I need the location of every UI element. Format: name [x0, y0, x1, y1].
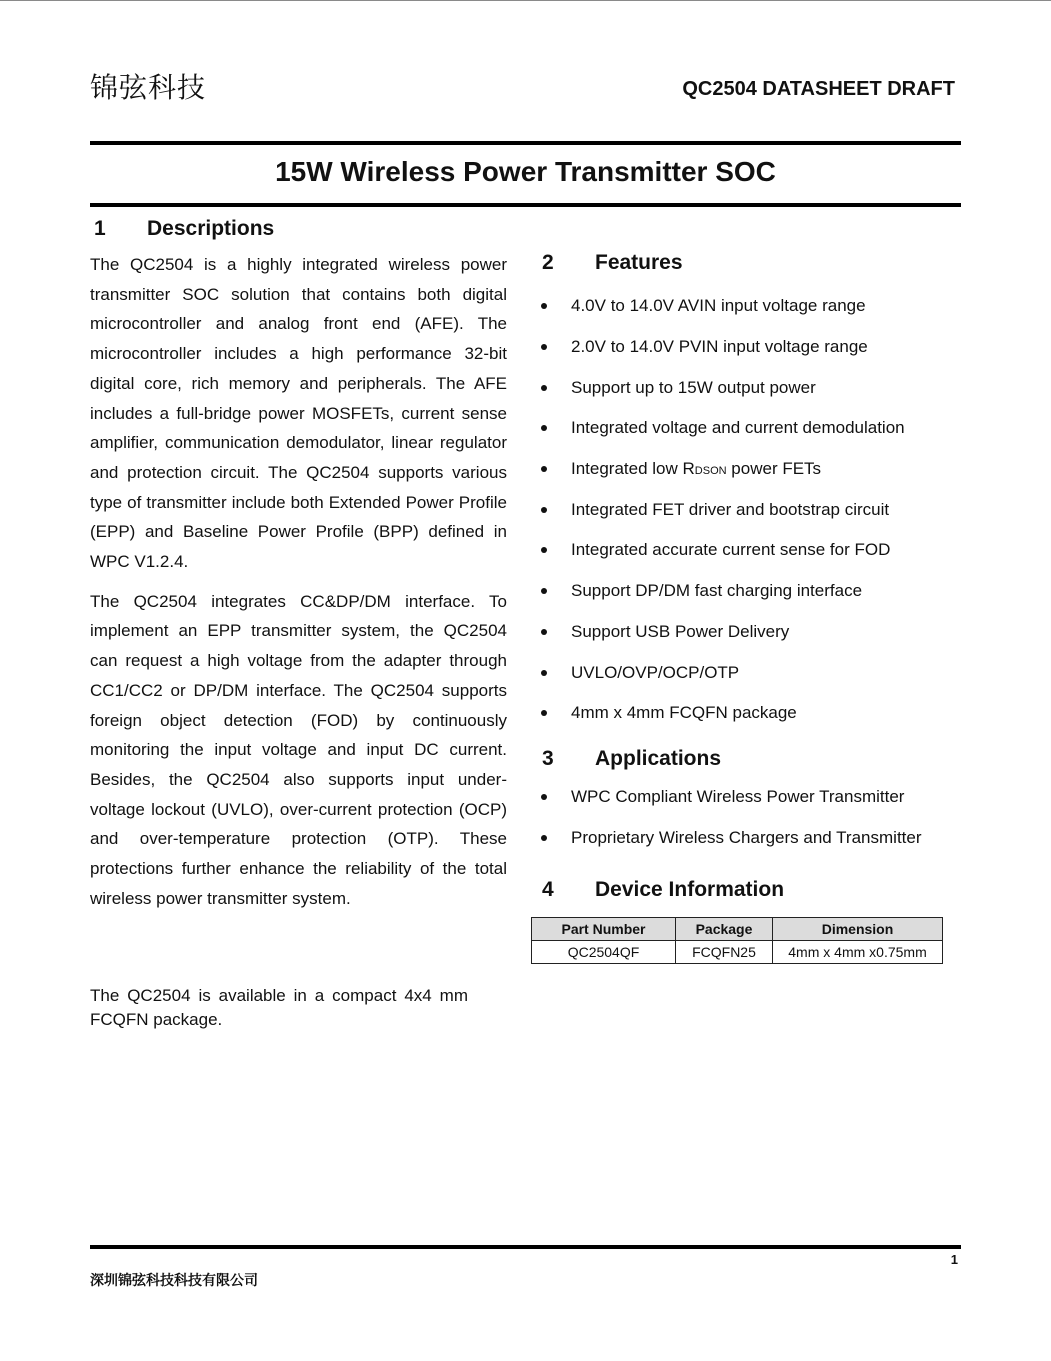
section-number: 1	[94, 217, 106, 240]
column-header: Part Number	[532, 918, 676, 941]
applications-list	[538, 777, 922, 858]
section-title: Device Information	[595, 878, 785, 901]
company-logo: 锦弦科技	[90, 71, 207, 104]
section-number: 4	[542, 878, 554, 901]
bullet-icon	[541, 794, 547, 800]
footer-rule	[90, 1245, 961, 1249]
description-paragraph-1: The QC2504 is a highly integrated wireless power transmitter SOC solution that contains both digital microcontroller and analog front end (AFE). The microcontroller includes a high performance 32-bit digital core, rich memory and peripherals. The AFE includes a full-bridge power MOSFETs, current sense amplifier, communication demodulator, linear regulator and protection circuit. The QC2504 supports various type of transmitter include both Extended Power Profile (EPP) and Baseline Power Profile (BPP) defined in WPC V1.2.4.	[90, 255, 507, 572]
list-item: Integrated accurate current sense for FOD	[538, 530, 905, 571]
bullet-icon	[541, 547, 547, 553]
bullet-icon	[541, 670, 547, 676]
section-number: 2	[542, 251, 554, 274]
bullet-icon	[541, 385, 547, 391]
device-info-table	[531, 917, 943, 964]
bullet-icon	[541, 588, 547, 594]
table-header-row	[532, 918, 943, 941]
list-item: 4mm x 4mm FCQFN package	[538, 693, 905, 734]
list-item: Proprietary Wireless Chargers and Transmitter	[538, 818, 922, 859]
bullet-icon	[541, 507, 547, 513]
table-row	[532, 941, 943, 964]
features-heading	[538, 251, 683, 275]
footer-company: 深圳锦弦科技科技有限公司	[90, 1273, 258, 1289]
title-rule	[90, 203, 961, 207]
section-title: Descriptions	[147, 217, 275, 240]
column-header: Package	[676, 918, 773, 941]
list-item: Integrated FET driver and bootstrap circuit	[538, 489, 905, 530]
page-title: 15W Wireless Power Transmitter SOC	[275, 156, 776, 187]
list-item	[538, 449, 905, 490]
applications-heading	[538, 747, 721, 771]
bullet-icon	[541, 344, 547, 350]
section-title: Applications	[595, 747, 722, 770]
page-number: 1	[950, 1252, 958, 1267]
table-cell: QC2504QF	[532, 941, 676, 964]
descriptions-heading	[90, 217, 274, 241]
rdson-subscript: DSON	[694, 465, 727, 478]
section-number: 3	[542, 747, 554, 770]
bullet-icon	[541, 425, 547, 431]
list-item: 2.0V to 14.0V PVIN input voltage range	[538, 327, 905, 368]
bullet-icon	[541, 629, 547, 635]
list-item: Support up to 15W output power	[538, 367, 905, 408]
page-top-edge	[0, 0, 1051, 1]
description-paragraph-3: The QC2504 is available in a compact 4x4 mm FCQFN package.	[90, 986, 468, 1029]
header-rule	[90, 141, 961, 145]
bullet-icon	[541, 710, 547, 716]
bullet-icon	[541, 835, 547, 841]
document-label: QC2504 DATASHEET DRAFT	[682, 78, 955, 100]
bullet-icon	[541, 303, 547, 309]
list-item: WPC Compliant Wireless Power Transmitter	[538, 777, 922, 818]
table-cell: FCQFN25	[676, 941, 773, 964]
list-item: UVLO/OVP/OCP/OTP	[538, 652, 905, 693]
description-closing	[90, 984, 468, 1032]
list-item: Support DP/DM fast charging interface	[538, 571, 905, 612]
list-item: 4.0V to 14.0V AVIN input voltage range	[538, 286, 905, 327]
descriptions-body	[90, 250, 507, 913]
list-item: Support USB Power Delivery	[538, 612, 905, 653]
table-cell: 4mm x 4mm x0.75mm	[773, 941, 943, 964]
section-title: Features	[595, 251, 683, 274]
features-list	[538, 286, 905, 734]
description-paragraph-2: The QC2504 integrates CC&DP/DM interface. To implement an EPP transmitter system, the QC2504 can request a high voltage from the adapter through CC1/CC2 or DP/DM interface. The QC2504 supports foreign object detection (FOD) by continuously monitoring the input voltage and input DC current. Besides, the QC2504 also supports input under-voltage lockout (UVLO), over-current protection (OCP) and over-temperature protection (OTP). These protections further enhance the reliability of the total wireless power transmitter system.	[90, 591, 507, 908]
column-header: Dimension	[773, 918, 943, 941]
device-info-heading	[538, 878, 784, 902]
rdson-feature: Integrated low RDSON power FETs	[571, 459, 822, 479]
list-item: Integrated voltage and current demodulation	[538, 408, 905, 449]
bullet-icon	[541, 466, 547, 472]
